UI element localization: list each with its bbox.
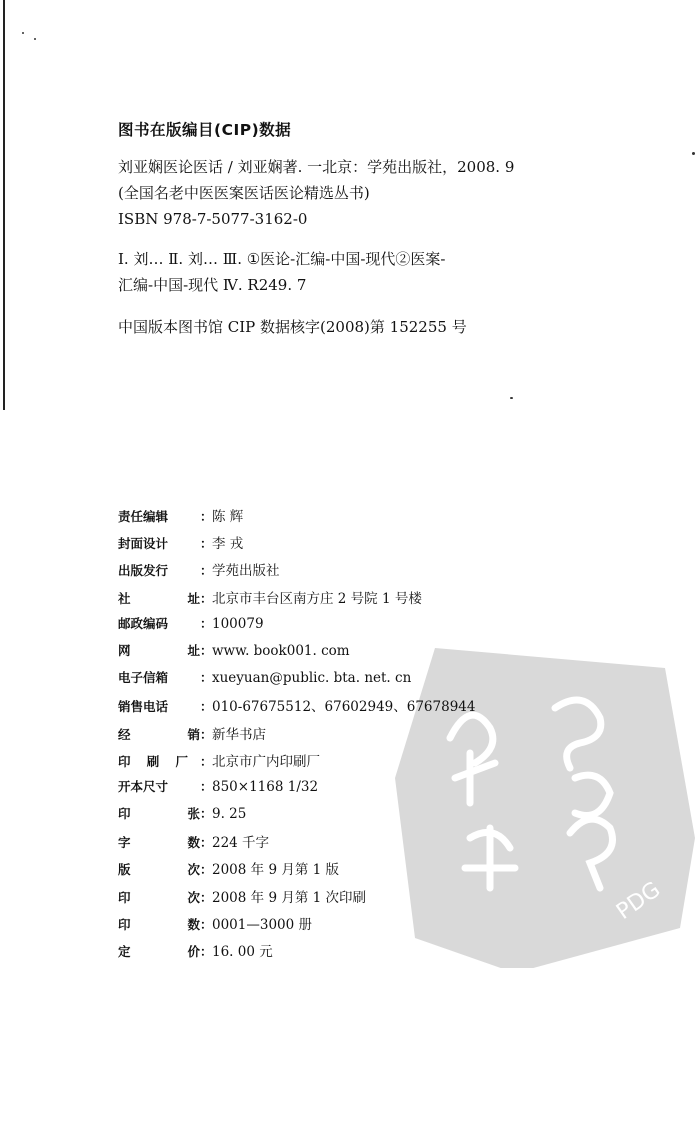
info-colon: ： bbox=[200, 806, 213, 822]
scan-speck bbox=[510, 397, 513, 399]
info-colon: ： bbox=[200, 889, 213, 905]
info-colon: ： bbox=[200, 835, 213, 851]
watermark-text: PDG bbox=[612, 877, 666, 925]
info-value: 16. 00 元 bbox=[212, 944, 273, 960]
info-label: 印 张 bbox=[118, 806, 200, 822]
scan-speck bbox=[692, 152, 695, 155]
info-value: 010-67675512、67602949、67678944 bbox=[212, 699, 476, 716]
scan-speck bbox=[34, 38, 36, 40]
info-row bbox=[118, 831, 538, 858]
info-label: 经 销 bbox=[118, 726, 200, 742]
info-row bbox=[118, 587, 538, 614]
info-row bbox=[118, 858, 538, 885]
scan-speck bbox=[22, 32, 24, 34]
cip-section bbox=[118, 118, 678, 340]
info-colon: ： bbox=[200, 509, 213, 524]
info-row bbox=[118, 559, 538, 586]
info-value: 学苑出版社 bbox=[212, 563, 280, 580]
info-row bbox=[118, 668, 538, 695]
info-colon: ： bbox=[200, 590, 213, 606]
info-colon: ： bbox=[200, 726, 213, 742]
info-value: 北京市广内印刷厂 bbox=[212, 753, 320, 770]
info-label: 社 址 bbox=[118, 590, 200, 606]
info-value: xueyuan@public. bta. net. cn bbox=[212, 670, 412, 687]
info-value: 0001—3000 册 bbox=[212, 916, 313, 933]
cip-series-line: (全国名老中医医案医话医论精选丛书) bbox=[118, 184, 370, 202]
info-colon: ： bbox=[200, 615, 213, 631]
publication-info bbox=[118, 505, 538, 967]
info-colon: ： bbox=[200, 862, 213, 878]
info-colon: ： bbox=[200, 944, 213, 959]
info-value: 陈 辉 bbox=[212, 509, 244, 525]
cip-number: 中国版本图书馆 CIP 数据核字(2008)第 152255 号 bbox=[118, 318, 467, 336]
info-colon: ： bbox=[200, 699, 213, 715]
info-row bbox=[118, 804, 538, 831]
cip-isbn: ISBN 978-7-5077-3162-0 bbox=[118, 210, 308, 228]
info-value: 北京市丰台区南方庄 2 号院 1 号楼 bbox=[212, 590, 422, 607]
info-value: 100079 bbox=[212, 615, 264, 632]
info-row bbox=[118, 614, 538, 641]
info-value: 李 戎 bbox=[212, 536, 244, 553]
info-value: www. book001. com bbox=[212, 642, 350, 659]
info-value: 2008 年 9 月第 1 次印刷 bbox=[212, 889, 366, 906]
info-label: 出版发行 bbox=[118, 563, 169, 579]
info-value: 新华书店 bbox=[212, 726, 266, 743]
info-label: 印 次 bbox=[118, 889, 200, 905]
info-label: 封面设计 bbox=[118, 536, 169, 552]
info-colon: ： bbox=[200, 642, 213, 658]
info-row bbox=[118, 641, 538, 668]
info-row bbox=[118, 723, 538, 750]
info-value: 9. 25 bbox=[212, 806, 247, 823]
cip-book-line: 刘亚娴医论医话 / 刘亚娴著. 一北京：学苑出版社，2008. 9 bbox=[118, 158, 515, 176]
scan-edge-line bbox=[3, 0, 5, 410]
cip-classification-1: Ⅰ. 刘… Ⅱ. 刘… Ⅲ. ①医论-汇编-中国-现代②医案- bbox=[118, 250, 446, 268]
info-label: 责任编辑 bbox=[118, 509, 169, 524]
info-label: 开本尺寸 bbox=[118, 778, 169, 794]
info-row bbox=[118, 695, 538, 722]
info-colon: ： bbox=[200, 916, 213, 932]
info-label: 网 址 bbox=[118, 642, 200, 658]
info-row bbox=[118, 913, 538, 940]
cip-title: 图书在版编目(CIP)数据 bbox=[118, 121, 292, 139]
info-row bbox=[118, 940, 538, 967]
info-value: 2008 年 9 月第 1 版 bbox=[212, 862, 339, 879]
info-colon: ： bbox=[200, 670, 213, 686]
info-label: 版 次 bbox=[118, 862, 200, 878]
info-colon: ： bbox=[200, 753, 213, 769]
info-label: 定 价 bbox=[118, 944, 200, 959]
info-row bbox=[118, 505, 538, 532]
info-row bbox=[118, 750, 538, 777]
info-colon: ： bbox=[200, 563, 213, 579]
cip-classification-2: 汇编-中国-现代 Ⅳ. R249. 7 bbox=[118, 276, 307, 294]
info-row bbox=[118, 886, 538, 913]
info-label: 邮政编码 bbox=[118, 615, 169, 631]
info-row bbox=[118, 532, 538, 559]
info-label: 印 数 bbox=[118, 916, 200, 932]
info-label: 销售电话 bbox=[118, 699, 169, 715]
info-label: 电子信箱 bbox=[118, 670, 169, 686]
info-value: 224 千字 bbox=[212, 835, 270, 852]
info-label: 印 刷 厂 bbox=[118, 753, 188, 769]
info-colon: ： bbox=[200, 536, 213, 552]
info-label: 字 数 bbox=[118, 835, 200, 851]
info-row bbox=[118, 777, 538, 804]
info-colon: ： bbox=[200, 778, 213, 794]
info-value: 850×1168 1/32 bbox=[212, 778, 319, 795]
